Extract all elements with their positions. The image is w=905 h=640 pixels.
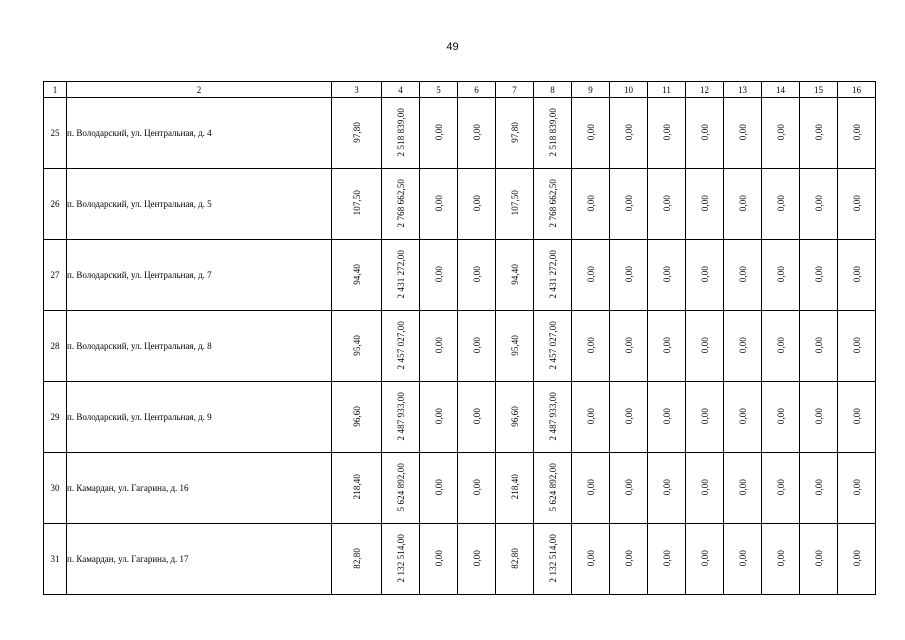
value-cell-c10 (610, 98, 648, 169)
value-cell-c10 (610, 524, 648, 595)
cell-value: 2 132 514,00 (547, 533, 558, 583)
value-cell-c16 (838, 382, 876, 453)
value-cell-c8 (534, 240, 572, 311)
cell-value: 0,00 (661, 123, 672, 141)
table-row (44, 524, 876, 595)
value-cell-c6 (458, 382, 496, 453)
value-cell-c14 (762, 382, 800, 453)
column-header: 15 (800, 82, 838, 98)
cell-value: 2 431 272,00 (395, 249, 406, 299)
cell-value: 0,00 (851, 123, 862, 141)
value-cell-c12 (686, 240, 724, 311)
value-cell-c9 (572, 240, 610, 311)
column-header: 1 (44, 82, 67, 98)
value-cell-c8 (534, 453, 572, 524)
value-cell-c5 (420, 453, 458, 524)
value-cell-c7 (496, 311, 534, 382)
cell-value: 107,50 (351, 190, 362, 216)
cell-value: 0,00 (813, 194, 824, 212)
value-cell-c8 (534, 169, 572, 240)
value-cell-c11 (648, 98, 686, 169)
value-cell-c13 (724, 382, 762, 453)
value-cell-c9 (572, 169, 610, 240)
value-cell-c10 (610, 453, 648, 524)
cell-value: 0,00 (813, 478, 824, 496)
value-cell-c11 (648, 169, 686, 240)
value-cell-c3 (332, 98, 382, 169)
cell-value: 0,00 (775, 478, 786, 496)
value-cell-c5 (420, 240, 458, 311)
cell-value: 2 768 662,50 (395, 178, 406, 228)
cell-value: 82,80 (351, 547, 362, 569)
value-cell-c15 (800, 169, 838, 240)
column-header: 12 (686, 82, 724, 98)
value-cell-c7 (496, 240, 534, 311)
row-number: 28 (44, 311, 67, 382)
cell-value: 0,00 (775, 549, 786, 567)
cell-value: 0,00 (699, 407, 710, 425)
value-cell-c16 (838, 524, 876, 595)
value-cell-c16 (838, 453, 876, 524)
value-cell-c15 (800, 453, 838, 524)
cell-value: 0,00 (851, 336, 862, 354)
cell-value: 97,80 (509, 121, 520, 143)
value-cell-c6 (458, 98, 496, 169)
column-header: 3 (332, 82, 382, 98)
value-cell-c8 (534, 382, 572, 453)
cell-value: 0,00 (585, 194, 596, 212)
cell-value: 0,00 (471, 336, 482, 354)
value-cell-c16 (838, 240, 876, 311)
cell-value: 2 518 839,00 (547, 107, 558, 157)
value-cell-c11 (648, 524, 686, 595)
address-cell: п. Камардан, ул. Гагарина, д. 17 (67, 524, 332, 595)
value-cell-c7 (496, 453, 534, 524)
cell-value: 2 487 933,00 (395, 391, 406, 441)
value-cell-c9 (572, 453, 610, 524)
cell-value: 0,00 (585, 265, 596, 283)
cell-value: 2 457 027,00 (395, 320, 406, 370)
cell-value: 0,00 (585, 336, 596, 354)
cell-value: 0,00 (433, 123, 444, 141)
table-row (44, 453, 876, 524)
value-cell-c11 (648, 382, 686, 453)
cell-value: 0,00 (851, 549, 862, 567)
cell-value: 0,00 (851, 407, 862, 425)
value-cell-c13 (724, 169, 762, 240)
cell-value: 0,00 (471, 194, 482, 212)
cell-value: 0,00 (661, 336, 672, 354)
cell-value: 218,40 (509, 474, 520, 500)
cell-value: 0,00 (851, 265, 862, 283)
cell-value: 0,00 (623, 478, 634, 496)
cell-value: 2 487 933,00 (547, 391, 558, 441)
value-cell-c13 (724, 240, 762, 311)
cell-value: 2 132 514,00 (395, 533, 406, 583)
column-header: 13 (724, 82, 762, 98)
value-cell-c9 (572, 524, 610, 595)
cell-value: 0,00 (623, 549, 634, 567)
value-cell-c4 (382, 240, 420, 311)
cell-value: 0,00 (433, 478, 444, 496)
value-cell-c13 (724, 524, 762, 595)
cell-value: 0,00 (737, 194, 748, 212)
value-cell-c15 (800, 524, 838, 595)
row-number: 25 (44, 98, 67, 169)
value-cell-c12 (686, 169, 724, 240)
cell-value: 0,00 (737, 407, 748, 425)
table-row (44, 240, 876, 311)
cell-value: 0,00 (433, 194, 444, 212)
value-cell-c5 (420, 98, 458, 169)
value-cell-c5 (420, 382, 458, 453)
table-row (44, 98, 876, 169)
value-cell-c9 (572, 311, 610, 382)
value-cell-c4 (382, 311, 420, 382)
value-cell-c3 (332, 311, 382, 382)
data-table (43, 81, 876, 595)
cell-value: 0,00 (661, 194, 672, 212)
cell-value: 0,00 (433, 336, 444, 354)
table-row (44, 311, 876, 382)
value-cell-c6 (458, 311, 496, 382)
cell-value: 0,00 (585, 478, 596, 496)
column-header: 14 (762, 82, 800, 98)
value-cell-c13 (724, 311, 762, 382)
cell-value: 0,00 (585, 407, 596, 425)
cell-value: 96,60 (351, 405, 362, 427)
cell-value: 0,00 (585, 123, 596, 141)
value-cell-c6 (458, 524, 496, 595)
cell-value: 0,00 (813, 265, 824, 283)
value-cell-c5 (420, 311, 458, 382)
cell-value: 0,00 (433, 549, 444, 567)
cell-value: 5 624 892,00 (395, 462, 406, 512)
column-header: 7 (496, 82, 534, 98)
cell-value: 0,00 (813, 336, 824, 354)
cell-value: 0,00 (775, 123, 786, 141)
cell-value: 96,60 (509, 405, 520, 427)
cell-value: 0,00 (585, 549, 596, 567)
column-header: 4 (382, 82, 420, 98)
value-cell-c3 (332, 453, 382, 524)
value-cell-c5 (420, 524, 458, 595)
cell-value: 0,00 (699, 549, 710, 567)
value-cell-c6 (458, 453, 496, 524)
cell-value: 0,00 (623, 123, 634, 141)
cell-value: 0,00 (661, 478, 672, 496)
value-cell-c15 (800, 382, 838, 453)
value-cell-c14 (762, 169, 800, 240)
cell-value: 0,00 (661, 265, 672, 283)
value-cell-c3 (332, 524, 382, 595)
cell-value: 0,00 (813, 407, 824, 425)
value-cell-c13 (724, 98, 762, 169)
cell-value: 0,00 (623, 194, 634, 212)
row-number: 30 (44, 453, 67, 524)
value-cell-c16 (838, 98, 876, 169)
value-cell-c3 (332, 382, 382, 453)
value-cell-c16 (838, 311, 876, 382)
value-cell-c10 (610, 240, 648, 311)
value-cell-c3 (332, 169, 382, 240)
cell-value: 2 457 027,00 (547, 320, 558, 370)
cell-value: 0,00 (433, 407, 444, 425)
value-cell-c3 (332, 240, 382, 311)
value-cell-c7 (496, 382, 534, 453)
value-cell-c14 (762, 453, 800, 524)
cell-value: 2 431 272,00 (547, 249, 558, 299)
cell-value: 0,00 (699, 265, 710, 283)
cell-value: 218,40 (351, 474, 362, 500)
cell-value: 82,80 (509, 547, 520, 569)
column-header: 5 (420, 82, 458, 98)
cell-value: 0,00 (813, 123, 824, 141)
value-cell-c4 (382, 169, 420, 240)
cell-value: 5 624 892,00 (547, 462, 558, 512)
value-cell-c10 (610, 311, 648, 382)
value-cell-c9 (572, 98, 610, 169)
row-number: 29 (44, 382, 67, 453)
value-cell-c4 (382, 524, 420, 595)
cell-value: 2 518 839,00 (395, 107, 406, 157)
address-cell: п. Камардан, ул. Гагарина, д. 16 (67, 453, 332, 524)
cell-value: 0,00 (699, 123, 710, 141)
value-cell-c4 (382, 382, 420, 453)
address-cell: п. Володарский, ул. Центральная, д. 8 (67, 311, 332, 382)
value-cell-c14 (762, 98, 800, 169)
cell-value: 94,40 (509, 263, 520, 285)
value-cell-c15 (800, 240, 838, 311)
row-number: 31 (44, 524, 67, 595)
value-cell-c12 (686, 98, 724, 169)
value-cell-c12 (686, 524, 724, 595)
column-header: 11 (648, 82, 686, 98)
cell-value: 0,00 (661, 549, 672, 567)
cell-value: 0,00 (623, 265, 634, 283)
value-cell-c7 (496, 524, 534, 595)
value-cell-c11 (648, 453, 686, 524)
value-cell-c15 (800, 311, 838, 382)
cell-value: 0,00 (775, 407, 786, 425)
value-cell-c16 (838, 169, 876, 240)
value-cell-c9 (572, 382, 610, 453)
cell-value: 94,40 (351, 263, 362, 285)
column-header: 10 (610, 82, 648, 98)
cell-value: 0,00 (471, 478, 482, 496)
value-cell-c15 (800, 98, 838, 169)
value-cell-c14 (762, 524, 800, 595)
value-cell-c7 (496, 169, 534, 240)
address-cell: п. Володарский, ул. Центральная, д. 5 (67, 169, 332, 240)
cell-value: 0,00 (699, 194, 710, 212)
cell-value: 0,00 (737, 265, 748, 283)
header-row (44, 82, 876, 98)
cell-value: 0,00 (471, 407, 482, 425)
cell-value: 0,00 (471, 265, 482, 283)
cell-value: 0,00 (775, 265, 786, 283)
cell-value: 0,00 (433, 265, 444, 283)
value-cell-c5 (420, 169, 458, 240)
table-body (44, 82, 876, 595)
value-cell-c4 (382, 98, 420, 169)
value-cell-c14 (762, 311, 800, 382)
value-cell-c10 (610, 169, 648, 240)
cell-value: 0,00 (471, 123, 482, 141)
row-number: 27 (44, 240, 67, 311)
cell-value: 0,00 (775, 194, 786, 212)
address-cell: п. Володарский, ул. Центральная, д. 9 (67, 382, 332, 453)
value-cell-c11 (648, 311, 686, 382)
value-cell-c12 (686, 453, 724, 524)
cell-value: 0,00 (737, 123, 748, 141)
column-header: 16 (838, 82, 876, 98)
cell-value: 97,80 (351, 121, 362, 143)
cell-value: 0,00 (699, 336, 710, 354)
column-header: 2 (67, 82, 332, 98)
row-number: 26 (44, 169, 67, 240)
value-cell-c10 (610, 382, 648, 453)
value-cell-c4 (382, 453, 420, 524)
cell-value: 0,00 (851, 478, 862, 496)
value-cell-c12 (686, 382, 724, 453)
value-cell-c6 (458, 240, 496, 311)
value-cell-c11 (648, 240, 686, 311)
cell-value: 95,40 (351, 334, 362, 356)
cell-value: 0,00 (623, 336, 634, 354)
address-cell: п. Володарский, ул. Центральная, д. 7 (67, 240, 332, 311)
value-cell-c7 (496, 98, 534, 169)
cell-value: 0,00 (737, 478, 748, 496)
column-header: 8 (534, 82, 572, 98)
cell-value: 0,00 (661, 407, 672, 425)
cell-value: 0,00 (851, 194, 862, 212)
value-cell-c14 (762, 240, 800, 311)
cell-value: 0,00 (813, 549, 824, 567)
address-cell: п. Володарский, ул. Центральная, д. 4 (67, 98, 332, 169)
value-cell-c8 (534, 524, 572, 595)
table-row (44, 382, 876, 453)
cell-value: 0,00 (471, 549, 482, 567)
table-row (44, 169, 876, 240)
value-cell-c13 (724, 453, 762, 524)
column-header: 6 (458, 82, 496, 98)
value-cell-c8 (534, 311, 572, 382)
cell-value: 0,00 (737, 549, 748, 567)
cell-value: 0,00 (775, 336, 786, 354)
value-cell-c6 (458, 169, 496, 240)
value-cell-c12 (686, 311, 724, 382)
cell-value: 95,40 (509, 334, 520, 356)
value-cell-c8 (534, 98, 572, 169)
cell-value: 2 768 662,50 (547, 178, 558, 228)
cell-value: 107,50 (509, 190, 520, 216)
cell-value: 0,00 (699, 478, 710, 496)
page-number: 49 (446, 41, 459, 53)
column-header: 9 (572, 82, 610, 98)
cell-value: 0,00 (737, 336, 748, 354)
cell-value: 0,00 (623, 407, 634, 425)
